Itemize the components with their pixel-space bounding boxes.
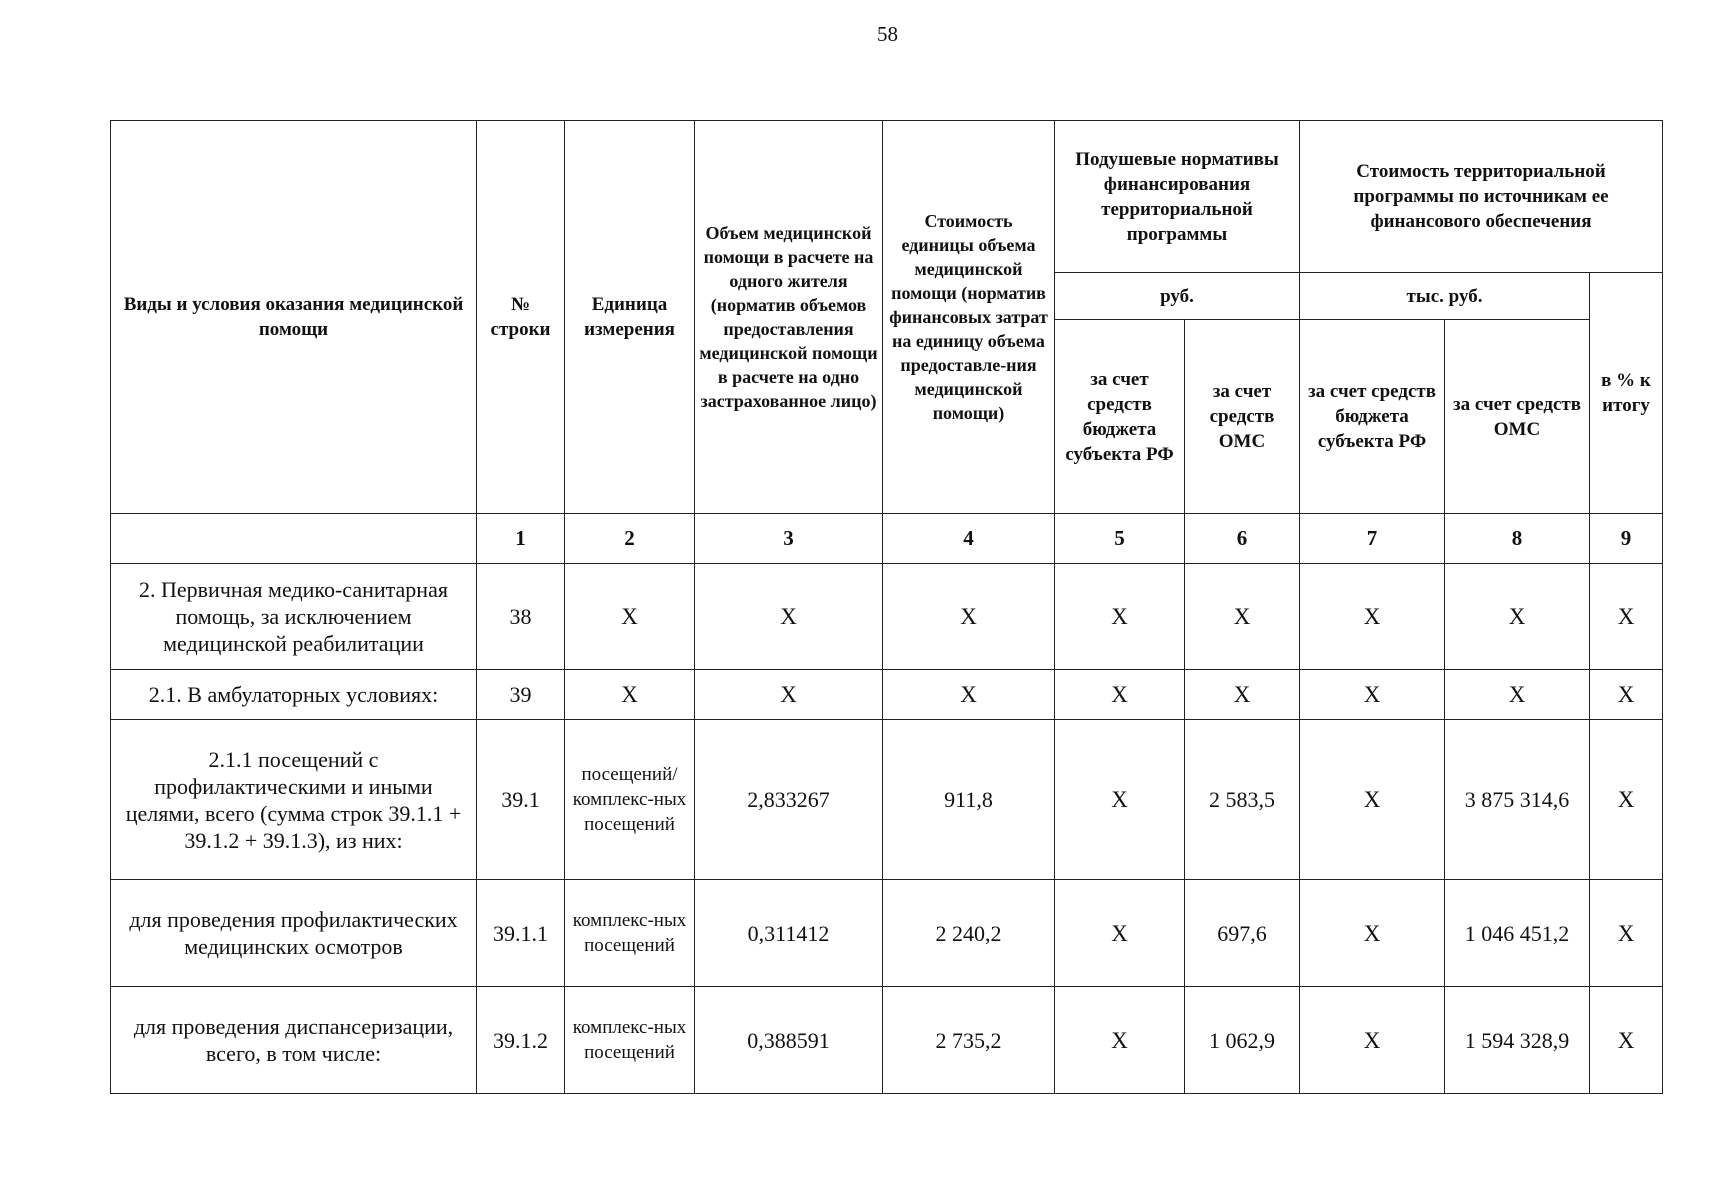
row-budget-rub: X xyxy=(1055,987,1185,1094)
row-cost: X xyxy=(883,564,1055,670)
table-header xyxy=(111,121,1663,564)
row-label: 2.1.1 посещений с профилактическими и иными целями, всего (сумма строк 39.1.1 + 39.1.2 + 39.1.3), из них: xyxy=(111,720,477,880)
column-number: 7 xyxy=(1300,514,1445,564)
column-number xyxy=(111,514,477,564)
table-row xyxy=(111,564,1663,670)
row-label: 2.1. В амбулаторных условиях: xyxy=(111,670,477,720)
header-program-cost-group: Стоимость территориальной программы по источникам ее финансового обеспечения xyxy=(1300,121,1663,273)
row-number: 39.1 xyxy=(477,720,565,880)
row-percent: X xyxy=(1590,880,1663,987)
row-number: 39 xyxy=(477,670,565,720)
column-number: 1 xyxy=(477,514,565,564)
row-percent: X xyxy=(1590,564,1663,670)
table-body xyxy=(111,564,1663,1094)
column-number: 8 xyxy=(1445,514,1590,564)
column-numbers-row xyxy=(111,514,1663,564)
row-label: для проведения профилактических медицинских осмотров xyxy=(111,880,477,987)
column-number: 5 xyxy=(1055,514,1185,564)
header-unit-thousand-rub: тыс. руб. xyxy=(1300,273,1590,320)
row-budget-thousand: X xyxy=(1300,880,1445,987)
row-budget-thousand: X xyxy=(1300,987,1445,1094)
row-oms-thousand: X xyxy=(1445,564,1590,670)
row-cost: 911,8 xyxy=(883,720,1055,880)
header-budget-thousand: за счет средств бюджета субъекта РФ xyxy=(1300,320,1445,514)
financing-table xyxy=(110,120,1663,1094)
header-oms-rub: за счет средств ОМС xyxy=(1185,320,1300,514)
row-number: 38 xyxy=(477,564,565,670)
row-volume: 0,388591 xyxy=(695,987,883,1094)
row-budget-thousand: X xyxy=(1300,564,1445,670)
row-budget-rub: X xyxy=(1055,880,1185,987)
row-percent: X xyxy=(1590,670,1663,720)
row-unit: комплекс-ных посещений xyxy=(565,987,695,1094)
header-budget-rub: за счет средств бюджета субъекта РФ xyxy=(1055,320,1185,514)
row-oms-rub: 2 583,5 xyxy=(1185,720,1300,880)
header-volume: Объем медицинской помощи в расчете на одного жителя (норматив объемов предоставления медицинской помощи в расчете на одно застрахованное лицо) xyxy=(695,121,883,514)
header-unit-rub: руб. xyxy=(1055,273,1300,320)
row-label: 2. Первичная медико-санитарная помощь, за исключением медицинской реабилитации xyxy=(111,564,477,670)
table-row xyxy=(111,670,1663,720)
row-unit: комплекс-ных посещений xyxy=(565,880,695,987)
row-oms-rub: 697,6 xyxy=(1185,880,1300,987)
page-number: 58 xyxy=(877,22,898,46)
row-unit: посещений/ комплекс-ных посещений xyxy=(565,720,695,880)
row-cost: 2 735,2 xyxy=(883,987,1055,1094)
row-budget-rub: X xyxy=(1055,564,1185,670)
row-cost: X xyxy=(883,670,1055,720)
row-number: 39.1.1 xyxy=(477,880,565,987)
header-unit: Единица измерения xyxy=(565,121,695,514)
column-number: 3 xyxy=(695,514,883,564)
row-budget-thousand: X xyxy=(1300,720,1445,880)
header-per-capita-group: Подушевые нормативы финансирования территориальной программы xyxy=(1055,121,1300,273)
row-oms-thousand: 1 594 328,9 xyxy=(1445,987,1590,1094)
row-percent: X xyxy=(1590,987,1663,1094)
row-percent: X xyxy=(1590,720,1663,880)
row-oms-thousand: 3 875 314,6 xyxy=(1445,720,1590,880)
header-cost: Стоимость единицы объема медицинской помощи (норматив финансовых затрат на единицу объема предоставле-ния медицинской помощи) xyxy=(883,121,1055,514)
row-budget-rub: X xyxy=(1055,670,1185,720)
row-volume: 0,311412 xyxy=(695,880,883,987)
row-cost: 2 240,2 xyxy=(883,880,1055,987)
row-number: 39.1.2 xyxy=(477,987,565,1094)
header-row-no: № строки xyxy=(477,121,565,514)
header-type: Виды и условия оказания медицинской помощи xyxy=(111,121,477,514)
row-oms-thousand: 1 046 451,2 xyxy=(1445,880,1590,987)
row-oms-rub: 1 062,9 xyxy=(1185,987,1300,1094)
row-volume: X xyxy=(695,670,883,720)
header-percent: в % к итогу xyxy=(1590,273,1663,514)
column-number: 4 xyxy=(883,514,1055,564)
table-row xyxy=(111,720,1663,880)
row-label: для проведения диспансеризации, всего, в том числе: xyxy=(111,987,477,1094)
row-budget-thousand: X xyxy=(1300,670,1445,720)
row-oms-rub: X xyxy=(1185,564,1300,670)
table-row xyxy=(111,880,1663,987)
row-unit: X xyxy=(565,670,695,720)
row-oms-rub: X xyxy=(1185,670,1300,720)
column-number: 6 xyxy=(1185,514,1300,564)
row-budget-rub: X xyxy=(1055,720,1185,880)
table-row xyxy=(111,987,1663,1094)
row-volume: X xyxy=(695,564,883,670)
column-number: 2 xyxy=(565,514,695,564)
column-number: 9 xyxy=(1590,514,1663,564)
row-oms-thousand: X xyxy=(1445,670,1590,720)
header-oms-thousand: за счет средств ОМС xyxy=(1445,320,1590,514)
row-volume: 2,833267 xyxy=(695,720,883,880)
row-unit: X xyxy=(565,564,695,670)
